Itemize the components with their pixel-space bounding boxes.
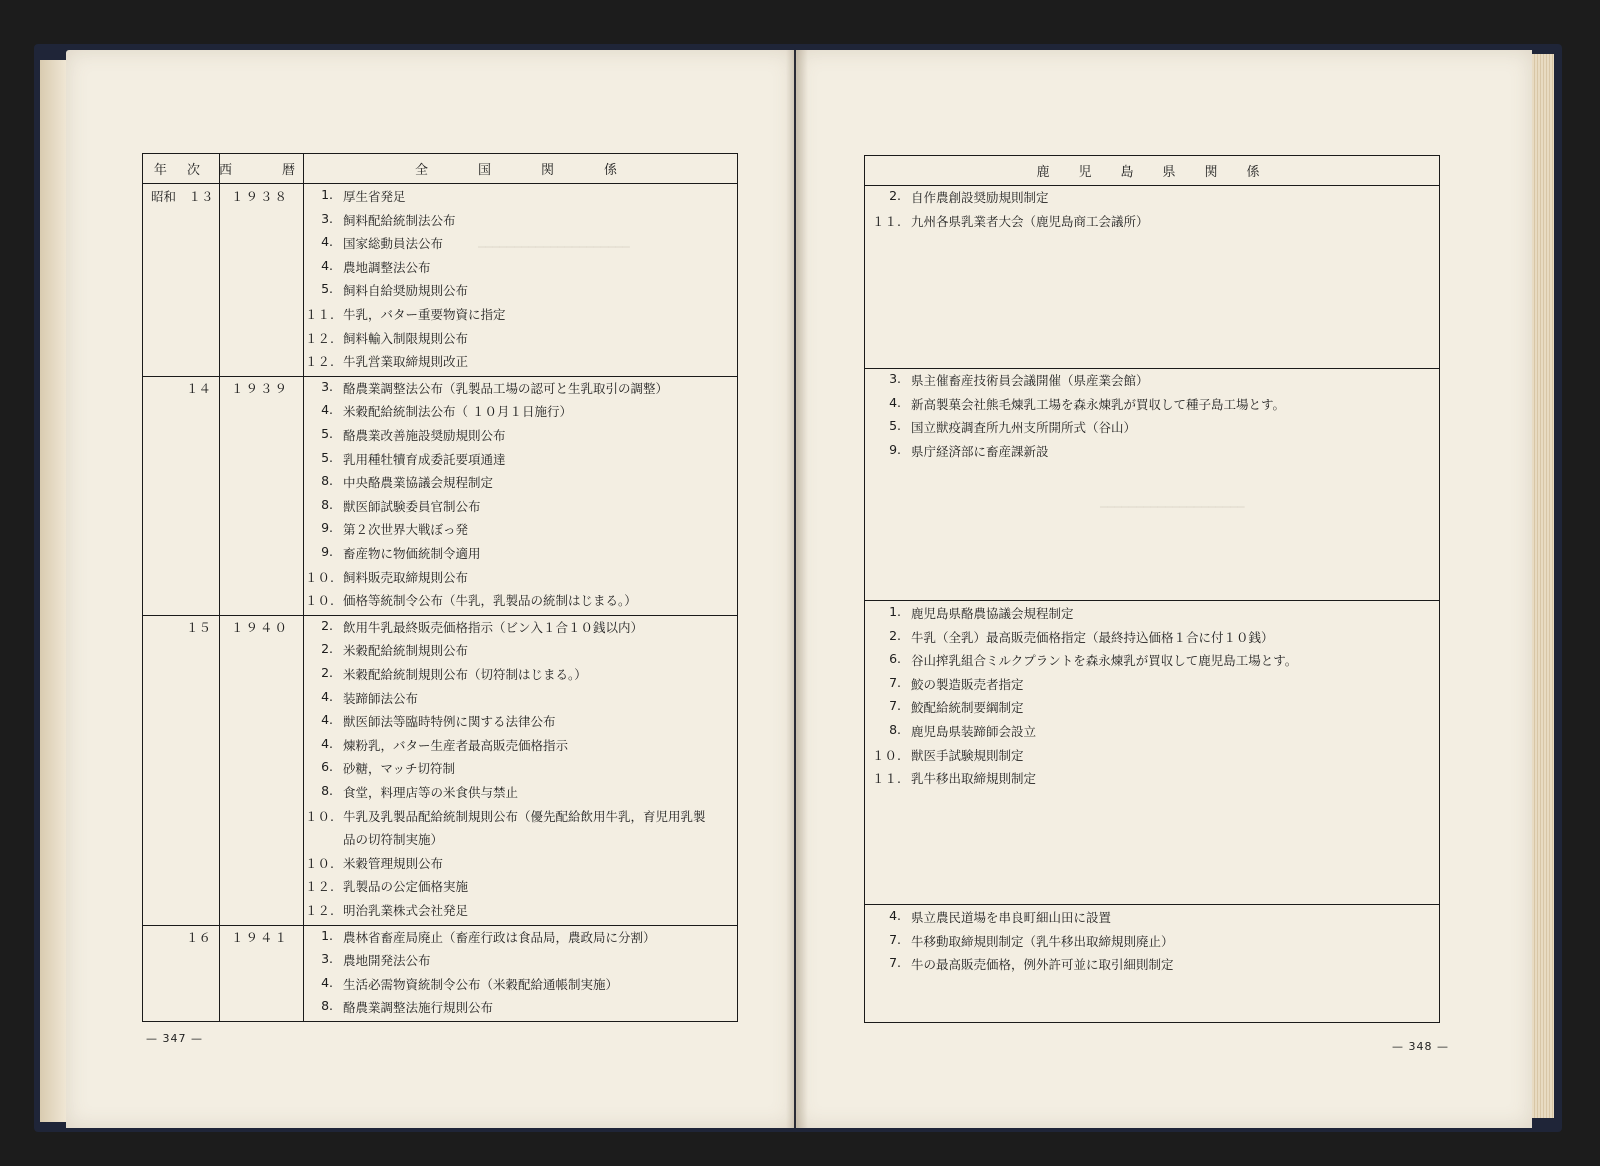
entry-text: 九州各県乳業者大会（鹿児島商工会議所） [911, 213, 1149, 229]
book-gutter [786, 50, 808, 1128]
entry-text: 自作農創設奨励規則制定 [911, 190, 1049, 205]
entry-text: 第２次世界大戦ぼっ発 [343, 522, 469, 538]
entry-text: 谷山搾乳組合ミルクプラントを森永煉乳が買収して鹿児島工場とす。 [911, 653, 1298, 669]
entry-month: 4. [889, 908, 901, 923]
entry-text: 鮫配給統制要綱制定 [911, 700, 1024, 716]
entry-month: 1. [321, 927, 333, 943]
entry-text: 牛乳（全乳）最高販売価格指定（最終持込価格１合に付１０銭） [911, 629, 1274, 645]
entry-text: 乳牛移出取締規則制定 [911, 771, 1037, 787]
entry-text: 生活必需物資統制令公布（米穀配給通帳制実施） [343, 976, 619, 992]
kagoshima-chronology-table [864, 155, 1440, 1023]
entry-month: 9. [321, 544, 333, 559]
header-divider [865, 185, 1439, 186]
entry-month: 8. [321, 473, 333, 489]
entry-text: 牛移動取締規則制定（乳牛移出取締規則廃止） [911, 933, 1174, 949]
entry-text: 酪農業調整法施行規則公布 [343, 1000, 494, 1016]
western-year: １９４０ [231, 619, 290, 635]
header-kagoshima: 鹿 児 島 県 関 係 [1036, 165, 1268, 180]
entry-month: 7. [889, 698, 901, 714]
entry-month: １０. [305, 569, 334, 585]
entry-text: 鮫の製造販売者指定 [911, 676, 1024, 692]
entry-text: 飲用牛乳最終販売価格指示（ビン入１合１０銭以内） [343, 619, 644, 635]
entry-month: 1. [889, 604, 901, 619]
entry-month: 4. [321, 712, 333, 728]
entry-text: 国家総動員法公布 [343, 236, 444, 252]
header-year: 年 次 [153, 163, 209, 178]
entry-text: 煉粉乳，バター生産者最高販売価格指示 [343, 737, 569, 753]
entry-month: １０. [305, 808, 334, 824]
entry-month: 3. [321, 210, 333, 226]
entry-month: 3. [889, 371, 901, 386]
entry-text: 新高製菓会社熊毛煉乳工場を森永煉乳が買収して種子島工場とす。 [911, 396, 1286, 412]
entry-text: 牛乳及乳製品配給統制規則公布（優先配給飲用牛乳，育児用乳製 [343, 808, 706, 824]
entry-month: 4. [321, 974, 333, 990]
entry-month: １２. [305, 903, 334, 918]
entry-text: 農林省畜産局廃止（畜産行政は食品局，農政局に分割） [343, 929, 656, 945]
entry-month: 3. [321, 378, 333, 394]
western-year: １９４１ [231, 929, 290, 945]
western-year: １９３９ [231, 380, 290, 396]
entry-month: １１. [872, 771, 901, 787]
entry-text: 酪農業改善施設奨励規則公布 [343, 428, 506, 443]
header-divider [143, 183, 737, 184]
page-number-right: — 348 — [1392, 1040, 1449, 1053]
entry-month: １１. [305, 307, 334, 322]
entry-text: 牛の最高販売価格，例外許可並に取引細則制定 [911, 957, 1174, 973]
entry-month: 2. [321, 617, 333, 633]
entry-text: 乳製品の公定価格実施 [343, 879, 469, 895]
entry-month: 7. [889, 931, 901, 947]
entry-text: 県立農民道場を串良町細山田に設置 [911, 910, 1112, 925]
entry-month: １２. [305, 879, 334, 895]
entry-text: 米穀配給統制規則公布 [343, 643, 469, 659]
entry-month: 2. [889, 627, 901, 643]
year-label: 昭和 １３ [151, 189, 214, 204]
entry-month: 8. [889, 722, 901, 737]
entry-text: 乳用種牡犢育成委託要項通達 [343, 451, 506, 467]
year-divider [865, 904, 1439, 905]
year-divider [865, 600, 1439, 601]
entry-month: １０. [305, 855, 334, 871]
entry-text: 飼料輸入制限規則公布 [343, 330, 469, 346]
entry-text: 農地調整法公布 [343, 259, 431, 275]
entry-text: 食堂，料理店等の米食供与禁止 [343, 785, 519, 800]
national-chronology-table [142, 153, 738, 1022]
entry-text: 県主催畜産技術員会議開催（県産業会館） [911, 373, 1149, 388]
year-divider [143, 925, 737, 926]
entry-text: 牛乳営業取締規則改正 [343, 354, 469, 370]
entry-month: １２. [305, 354, 334, 370]
header-national: 全 国 関 係 [414, 163, 625, 178]
entry-text: 農地開発法公布 [343, 953, 431, 969]
entry-month: 2. [321, 665, 333, 680]
column-divider [303, 154, 304, 1021]
entry-text: 米穀配給統制規則公布（切符制はじまる。） [343, 667, 587, 682]
entry-text: 装蹄師法公布 [343, 690, 419, 706]
entry-month: 6. [889, 651, 901, 667]
year-divider [865, 368, 1439, 369]
entry-text: 厚生省発足 [343, 189, 406, 204]
entry-month: 9. [889, 441, 901, 457]
entry-text: 鹿児島県酪農協議会規程制定 [911, 606, 1074, 621]
entry-month: 4. [321, 234, 333, 250]
entry-month: 4. [321, 257, 333, 273]
bleed-through-text: ━━━━━━━━━━━━━━━━━━━━━ [478, 240, 630, 254]
entry-text: 畜産物に物価統制令適用 [343, 546, 481, 561]
entry-month: 4. [321, 688, 333, 704]
year-label: １５ [185, 619, 211, 635]
western-year: １９３８ [231, 189, 290, 204]
entry-month: １２. [305, 330, 334, 346]
entry-text: 獣医師試験委員官制公布 [343, 498, 481, 514]
entry-month: 2. [889, 188, 901, 203]
entry-text: 獣医師法等臨時特例に関する法律公布 [343, 714, 556, 730]
entry-month: 8. [321, 998, 333, 1014]
entry-month: 4. [321, 402, 333, 418]
entry-text: 牛乳，バター重要物資に指定 [343, 307, 506, 322]
entry-month: 6. [321, 759, 333, 775]
entry-text: 飼料販売取締規則公布 [343, 569, 469, 585]
entry-month: １０. [872, 747, 901, 763]
entry-text: 県庁経済部に畜産課新設 [911, 443, 1049, 459]
bleed-through-text: ━━━━━━━━━━━━━━━━━━━━ [1100, 500, 1245, 514]
entry-text: 鹿児島県装蹄師会設立 [911, 724, 1037, 739]
entry-month: 8. [321, 496, 333, 512]
entry-text: 獣医手試験規則制定 [911, 747, 1024, 763]
entry-month: 4. [889, 394, 901, 410]
entry-text: 米穀管理規則公布 [343, 855, 444, 871]
year-divider [143, 615, 737, 616]
entry-text: 中央酪農業協議会規程制定 [343, 475, 494, 491]
entry-month: 3. [321, 951, 333, 967]
entry-month: 9. [321, 520, 333, 536]
entry-month: 7. [889, 955, 901, 971]
entry-text: 国立獣疫調査所九州支所開所式（谷山） [911, 420, 1137, 436]
year-divider [143, 376, 737, 377]
entry-month: 4. [321, 735, 333, 751]
entry-month: 5. [321, 426, 333, 441]
entry-text: 価格等統制令公布（牛乳，乳製品の統制はじまる。） [343, 593, 637, 609]
entry-month: 5. [321, 449, 333, 465]
entry-month: 8. [321, 783, 333, 798]
entry-month: 5. [321, 281, 333, 297]
entry-month: 2. [321, 641, 333, 657]
entry-text: 米穀配給統制法公布（ １０月１日施行） [343, 404, 572, 420]
entry-month: 7. [889, 674, 901, 690]
entry-text: 飼料配給統制法公布 [343, 212, 456, 228]
entry-text: 酪農業調整法公布（乳製品工場の認可と生乳取引の調整） [343, 380, 669, 396]
entry-month: １０. [305, 593, 334, 609]
year-label: １６ [185, 929, 211, 945]
year-label: １４ [185, 380, 211, 396]
entry-month: 1. [321, 187, 333, 202]
entry-month: １１. [872, 213, 901, 229]
entry-text: 品の切符制実施） [343, 832, 444, 848]
page-number-left: — 347 — [146, 1032, 203, 1045]
column-divider [219, 154, 220, 1021]
header-western-year: 西 暦 [219, 163, 304, 178]
entry-month: 5. [889, 418, 901, 434]
entry-text: 明治乳業株式会社発足 [343, 903, 469, 918]
entry-text: 砂糖，マッチ切符制 [343, 761, 456, 777]
entry-text: 飼料自給奨励規則公布 [343, 283, 469, 299]
